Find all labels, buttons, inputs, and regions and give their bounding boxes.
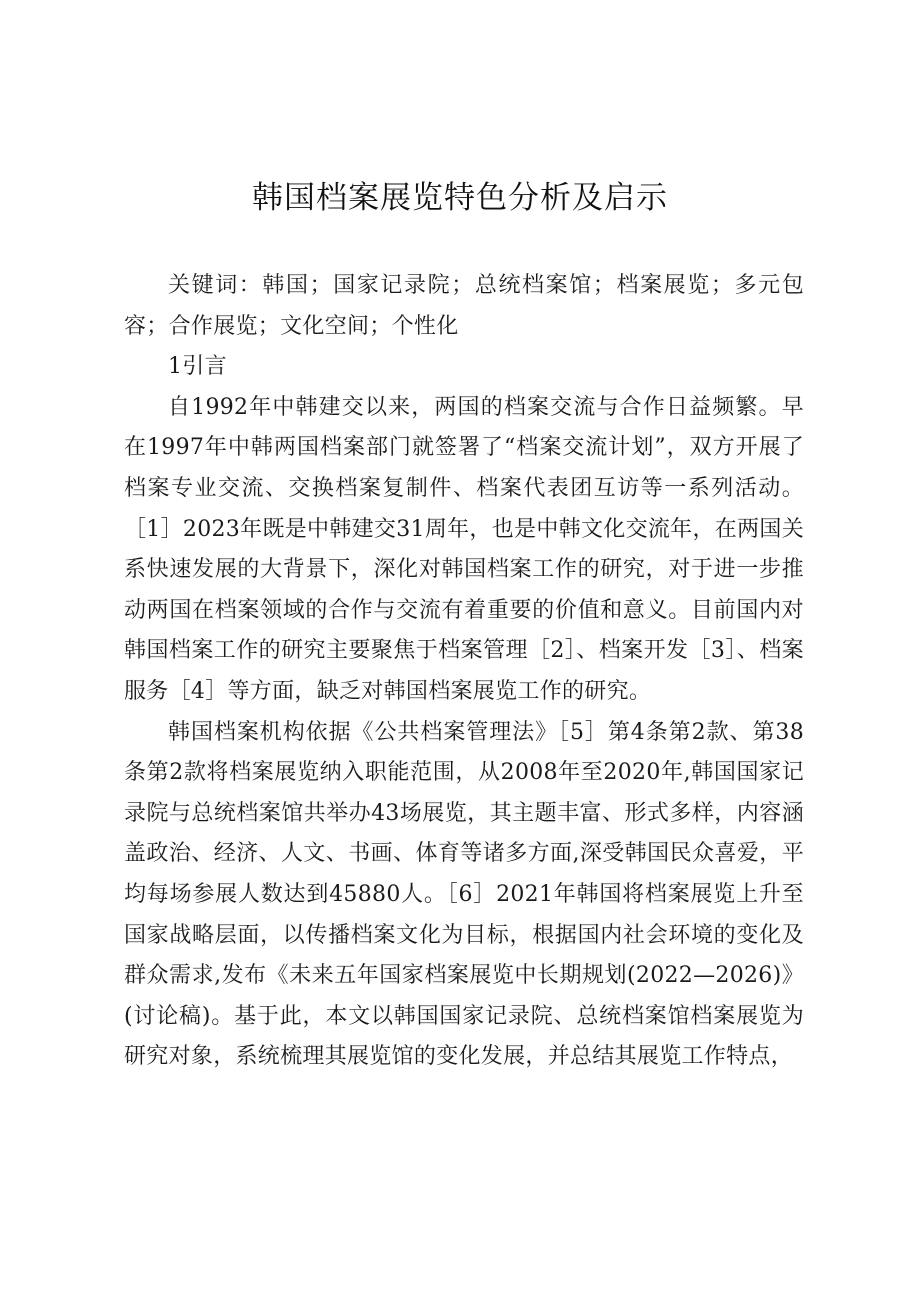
document-body: [124, 266, 804, 1078]
document-title: 韩国档案展览特色分析及启示: [252, 180, 668, 216]
body-paragraph-2: 韩国档案机构依据《公共档案管理法》［5］第4条第2款、第38条第2款将档案展览纳入职能范围，从2008年至2020年,韩国国家记录院与总统档案馆共举办43场展览，其主题丰富、形式多样，内容涵盖政治、经济、人文、书画、体育等诸多方面,深受韩国民众喜爱，平均每场参展人数达到45880人。［6］2021年韩国将档案展览上升至国家战略层面，以传播档案文化为目标，根据国内社会环境的变化及群众需求,发布《未来五年国家档案展览中长期规划(2022—2026)》(讨论稿)。基于此，本文以韩国国家记录院、总统档案馆档案展览为研究对象，系统梳理其展览馆的变化发展，并总结其展览工作特点，: [124, 719, 804, 1070]
keywords-paragraph: 关键词：韩国；国家记录院；总统档案馆；档案展览；多元包容；合作展览；文化空间；个性化: [124, 273, 804, 339]
body-paragraph-1: 自1992年中韩建交以来，两国的档案交流与合作日益频繁。早在1997年中韩两国档案部门就签署了“档案交流计划”，双方开展了档案专业交流、交换档案复制件、档案代表团互访等一系列活动。［1］2023年既是中韩建交31周年，也是中韩文化交流年，在两国关系快速发展的大背景下，深化对韩国档案工作的研究，对于进一步推动两国在档案领域的合作与交流有着重要的价值和意义。目前国内对韩国档案工作的研究主要聚焦于档案管理［2］、档案开发［3］、档案服务［4］等方面，缺乏对韩国档案展览工作的研究。: [124, 394, 804, 704]
section-heading: 1引言: [168, 354, 227, 380]
